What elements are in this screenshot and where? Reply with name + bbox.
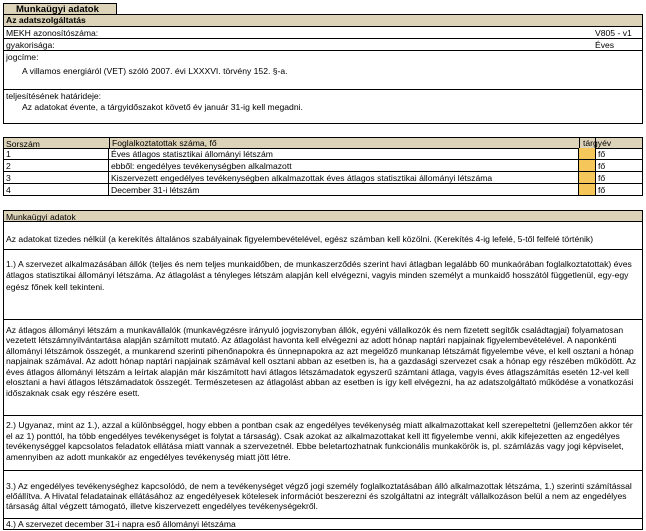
table-row (3, 148, 643, 160)
header-desc: Foglalkoztatottak száma, fő (109, 137, 219, 149)
row-desc: Éves átlagos statisztikai állományi létszám (108, 148, 275, 159)
row-desc: ebből: engedélyes tevékenységben alkalmazott (108, 160, 294, 171)
note-1-text: 1.) A szervezet alkalmazásában állók (teljes és nem teljes munkaidőben, de munkaszerződés szerint havi átlagban legalább 60 munkaórában foglalkoztatottak) éves átlagos statisztikai állományi létszáma. Az átlagolást a tényleges létszám alapján kell elvégezni, vagyis minden személyt a munkaidő hosszától függetlenül, egy-egy egész főnek kell tekinteni. (6, 259, 632, 292)
note-4 (3, 519, 643, 530)
note-average (3, 320, 643, 416)
frequency-label: gyakorisága: (6, 40, 55, 50)
row-num: 4 (6, 185, 11, 195)
data-service-header-label: Az adatszolgáltatás (6, 15, 86, 25)
legal-row (4, 51, 642, 63)
row-unit: fő (598, 185, 606, 195)
deadline-value: Az adatokat évente, a tárgyidőszakot követő év január 31-ig kell megadni. (22, 102, 303, 112)
header-num: Sorszám (6, 139, 40, 149)
legal-value: A villamos energiáról (VET) szóló 2007. évi LXXXVI. törvény 152. §-a. (22, 66, 288, 76)
note-average-text: Az átlagos állományi létszám a munkavállalók (munkavégzésre irányuló jogviszonyban állók, egyéni vállalkozók és nem fizetett segítők családtagjai) folyamatosan vezetett létszámnyilvántartása alapján számított mutató. Az átlagolást havonta kell elvégezni az adott hónap naptári napjainak figyelembevételével. A naponkénti állományi létszámok összegét, a munkarend szerinti pihenőnapokra és ünnepnapokra az azt megelőző munkanap létszámát figyelembe véve, el kell osztani a hónap napjainak számával. Az adott hónap naptári napjainak számával kell osztani abban az esetben is, ha a gazdasági szervezet csak a hónap egy részében működött. Az éves átlagos állományi létszám a leírtak alapján már kiszámított havi átlagos létszámadatok egyszerű számtani átlaga, vagyis éves átlagszámítás esetén 12-vel kell elosztani a havi átlagos létszámadatok összegét. Természetesen az átlagolást abban az esetben is így kell elvégezni, ha az adatszolgáltató működése a vonatkozási időszaknak csak egy részére esett. (6, 325, 637, 398)
frequency-value: Éves (595, 40, 615, 50)
row-num: 1 (6, 149, 11, 159)
note-3 (3, 471, 643, 519)
rounding-text: Az adatokat tizedes nélkül (a kerekítés általános szabályainak figyelembevételével, egész számban kell közölni. (Kerekítés 4-ig lefelé, 5-től felfelé történik) (6, 234, 594, 244)
mekh-row (4, 27, 642, 39)
legal-label: jogcíme: (6, 52, 39, 62)
note-1 (3, 250, 643, 320)
row-year-input[interactable] (578, 148, 596, 159)
row-unit: fő (598, 161, 606, 171)
table-body (3, 148, 643, 196)
table-row (3, 160, 643, 172)
data-service-header (4, 15, 642, 27)
table-row (3, 184, 643, 196)
row-unit: fő (598, 173, 606, 183)
header-year: tárgyév (579, 137, 595, 149)
deadline-label: teljesítésének határideje: (6, 91, 102, 101)
frequency-row (4, 39, 642, 51)
note-2 (3, 416, 643, 471)
data-service-section (3, 14, 643, 124)
row-desc: December 31-i létszám (108, 184, 201, 195)
page-title: Munkaügyi adatok (16, 4, 99, 15)
mekh-value: V805 - v1 (595, 28, 632, 38)
note-3-text: 3.) Az engedélyes tevékenységhez kapcsolódó, de nem a tevékenységet végző jogi személy foglalkoztatásában álló alkalmazottak létszáma, 1.) szerinti számítással előállítva. A Hivatal feladatainak ellátásához az engedélyesek kötelesek információt beszerezni és szolgáltatni az integrált vállalkozáson belül a nem az engedélyes társaság által végzett támogató, illetve kiszervezett engedélyes tevékenységekről. (6, 481, 632, 512)
row-year-input[interactable] (578, 160, 596, 171)
deadline-row (4, 89, 642, 101)
note-2-text: 2.) Ugyanaz, mint az 1.), azzal a különbséggel, hogy ebben a pontban csak az engedélyes tevékenység miatt alkalmazottakat kell szerepeltetni (jellemzően akkor tér el az 1) ponttól, ha több engedélyes tevékenységet is folytat a társaság). Csak azokat az alkalmazottakat kell itt figyelembe venni, akik kifejezetten az engedélyes tevékenységgel kapcsolatos feladatok ellátása miatt vannak a szervezetnél. Ebbe beletartozhatnak funkcionális munkakörök is, pl. számlázás vagy jogi képviselet, amennyiben az adott munkakör az engedélyes tevékenység miatt jött létre. (6, 420, 633, 462)
row-desc: Kiszervezett engedélyes tevékenységben alkalmazottak éves átlagos statisztikai állományi létszáma (108, 172, 494, 183)
row-unit: fő (598, 149, 606, 159)
table-row (3, 172, 643, 184)
row-year-input[interactable] (578, 172, 596, 183)
mekh-label: MEKH azonosítószáma: (6, 28, 99, 38)
notes-rounding (3, 221, 643, 250)
row-num: 2 (6, 161, 11, 171)
row-num: 3 (6, 173, 11, 183)
note-4-text: 4.) A szervezet december 31-i napra eső állományi létszáma (6, 519, 236, 529)
notes-header-label: Munkaügyi adatok (6, 212, 76, 222)
row-year-input[interactable] (578, 184, 596, 195)
